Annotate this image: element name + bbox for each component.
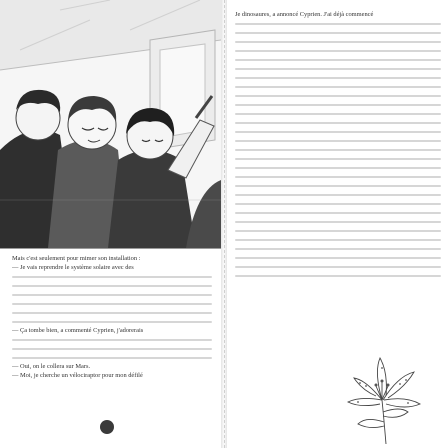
text-line bbox=[235, 37, 441, 46]
text-line bbox=[235, 208, 441, 217]
text-line: — Oui, on le collera sur Mars. bbox=[12, 363, 91, 370]
text-line: Je dinosaures, a annoncé Cyprien. J'ai déjà commencé bbox=[235, 11, 374, 18]
gutter-fold-line bbox=[224, 0, 225, 448]
text-line bbox=[12, 299, 212, 308]
text-line bbox=[12, 353, 212, 362]
page-number-badge bbox=[100, 420, 114, 434]
text-line bbox=[235, 55, 441, 64]
illustration-drawing bbox=[0, 0, 221, 248]
text-line bbox=[235, 253, 441, 262]
text-line bbox=[235, 127, 441, 136]
text-line bbox=[235, 19, 441, 28]
text-line bbox=[235, 217, 441, 226]
text-line: Mais c'est seulement pour mimer son installation : bbox=[12, 255, 141, 262]
text-line: — Je vais reprendre le système solaire avec des bbox=[12, 264, 134, 271]
text-line bbox=[235, 46, 441, 55]
manga-illustration bbox=[0, 0, 221, 249]
text-line bbox=[235, 82, 441, 91]
right-page bbox=[227, 0, 448, 448]
text-line bbox=[235, 136, 441, 145]
text-line: — Ça tombe bien, a commenté Cyprien, j'adorerais bbox=[12, 327, 144, 334]
text-line bbox=[12, 308, 212, 317]
text-line bbox=[12, 335, 212, 344]
text-line bbox=[235, 154, 441, 163]
text-line bbox=[235, 226, 441, 235]
text-line bbox=[12, 344, 212, 353]
text-line bbox=[235, 109, 441, 118]
text-line bbox=[12, 317, 212, 326]
text-line bbox=[235, 163, 441, 172]
text-line bbox=[12, 290, 212, 299]
text-line bbox=[235, 190, 441, 199]
left-page-text bbox=[12, 254, 212, 382]
text-line bbox=[235, 181, 441, 190]
text-line bbox=[235, 91, 441, 100]
text-line bbox=[235, 118, 441, 127]
text-line bbox=[235, 28, 441, 37]
flower-icon bbox=[336, 350, 432, 446]
text-line bbox=[235, 235, 441, 244]
tiger-lily-doodle bbox=[336, 350, 432, 446]
text-line bbox=[235, 262, 441, 271]
text-line bbox=[235, 73, 441, 82]
text-line bbox=[235, 172, 441, 181]
text-line bbox=[235, 199, 441, 208]
right-page-text bbox=[235, 10, 441, 282]
text-line bbox=[235, 244, 441, 253]
text-line bbox=[12, 272, 212, 281]
text-line bbox=[235, 271, 441, 280]
text-line bbox=[235, 64, 441, 73]
text-line: — Moi, je cherche un vélociraptor pour mon défilé bbox=[12, 372, 143, 379]
text-line bbox=[235, 145, 441, 154]
text-line bbox=[12, 281, 212, 290]
left-page bbox=[0, 0, 221, 448]
text-line bbox=[235, 100, 441, 109]
